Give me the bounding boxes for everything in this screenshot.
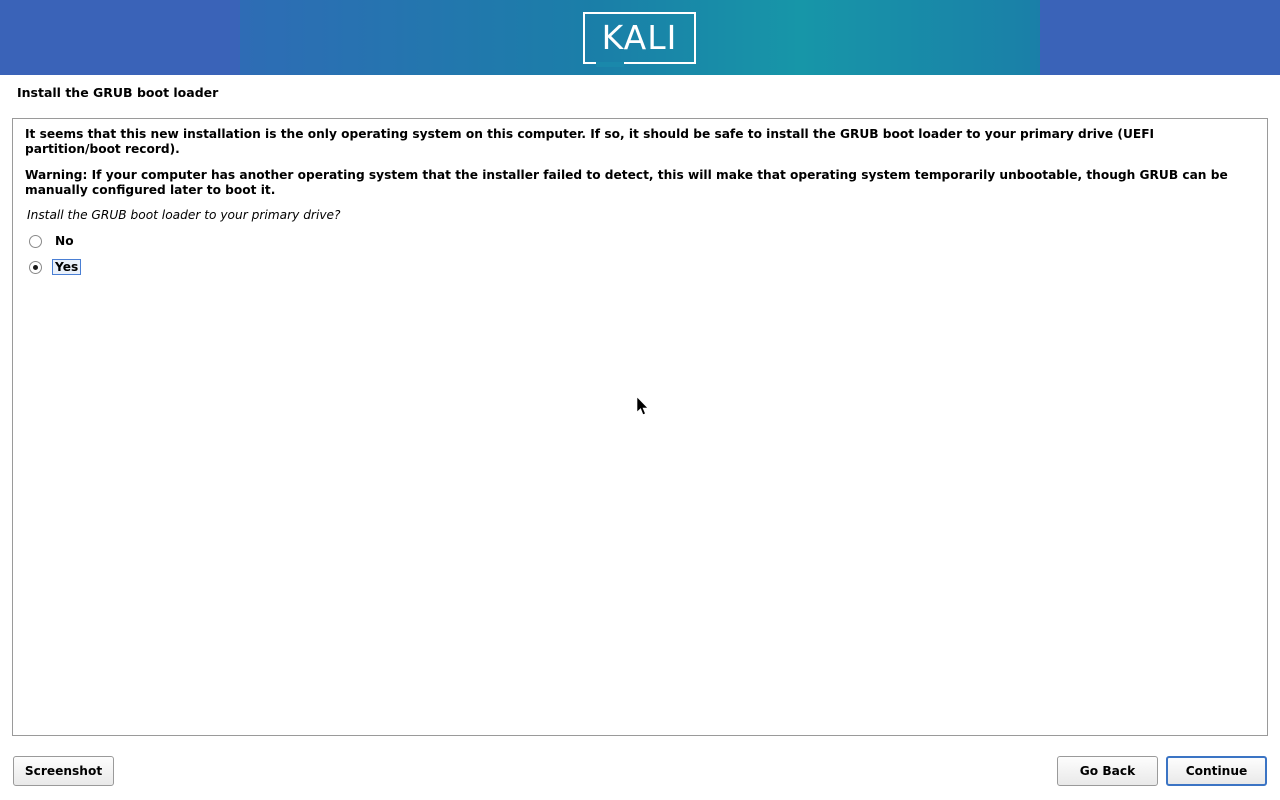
content-panel — [12, 118, 1268, 736]
radio-button-yes[interactable] — [29, 261, 42, 274]
continue-button[interactable]: Continue — [1166, 756, 1267, 786]
kali-logo-notch — [596, 62, 624, 67]
radio-label-no[interactable]: No — [55, 234, 74, 248]
screenshot-button[interactable]: Screenshot — [13, 756, 114, 786]
radio-label-yes[interactable]: Yes — [52, 259, 81, 275]
radio-option-no[interactable] — [29, 228, 1255, 254]
kali-logo-text: KALI — [601, 17, 678, 57]
banner-left-block — [0, 0, 240, 75]
banner-right-block — [1040, 0, 1280, 75]
kali-logo — [583, 12, 696, 64]
info-paragraph: It seems that this new installation is the only operating system on this computer. If so, it should be safe to install the GRUB boot loader to your primary drive (UEFI partition/boot record). — [25, 127, 1155, 157]
radio-button-no[interactable] — [29, 235, 42, 248]
warning-paragraph: Warning: If your computer has another operating system that the installer failed to detect, this will make that operating system temporarily unbootable, though GRUB can be manually configured later to boot it. — [25, 167, 1228, 197]
kali-banner — [0, 0, 1280, 75]
go-back-button[interactable]: Go Back — [1057, 756, 1158, 786]
question-label: Install the GRUB boot loader to your primary drive? — [27, 208, 341, 222]
page-title: Install the GRUB boot loader — [17, 85, 219, 100]
radio-option-yes[interactable] — [29, 254, 1255, 280]
